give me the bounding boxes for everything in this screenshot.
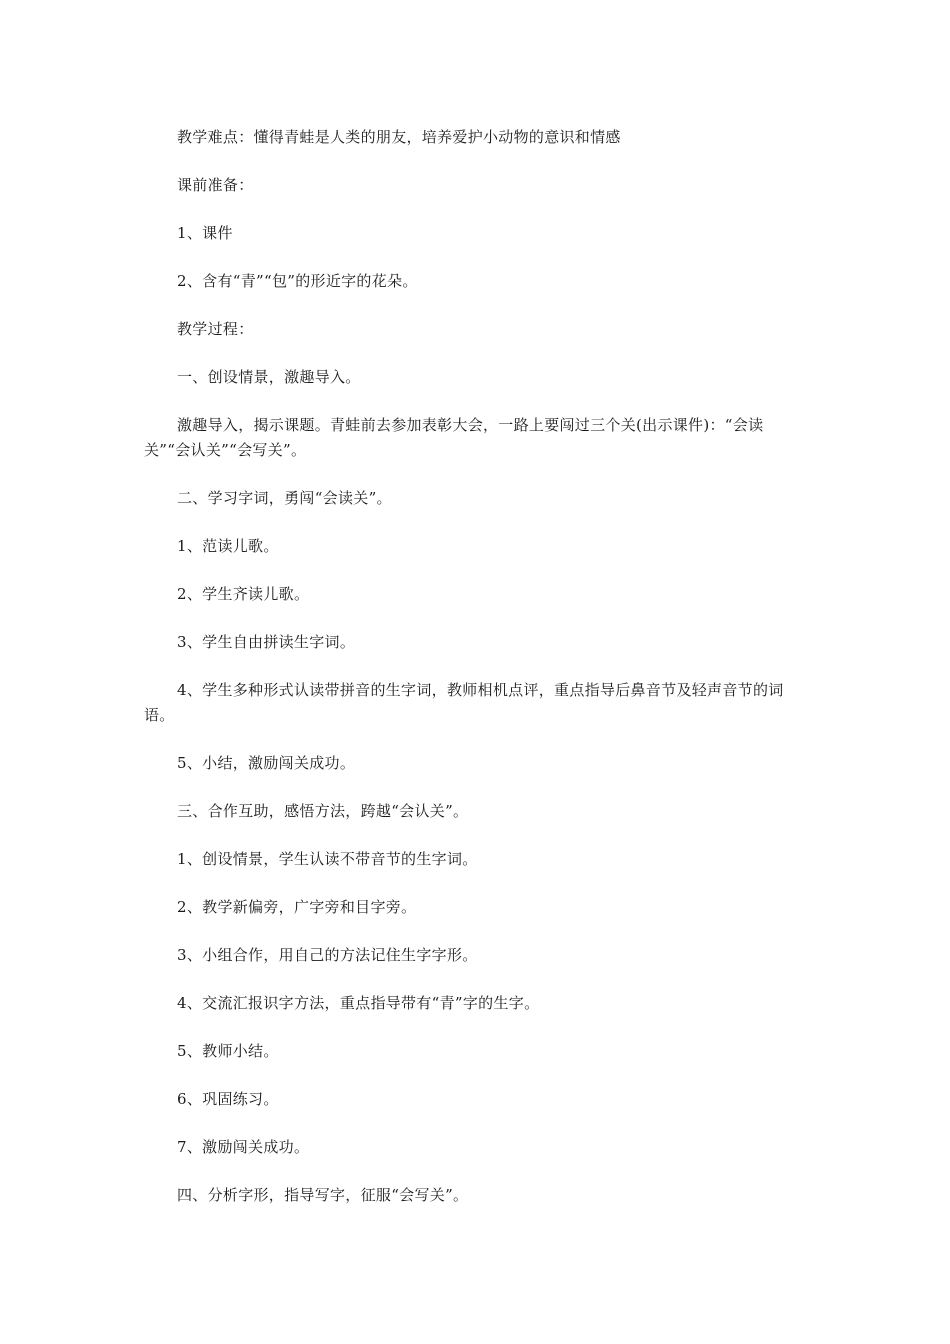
paragraph-section-2-item-4: 4、学生多种形式认读带拼音的生字词，教师相机点评，重点指导后鼻音节及轻声音节的词语。 [144,681,784,724]
paragraph-section-3-item-3: 3、小组合作，用自己的方法记住生字字形。 [177,946,478,964]
paragraph-section-3-item-2: 2、教学新偏旁，广字旁和目字旁。 [177,898,417,916]
paragraph-preparation-item-2: 2、含有“青”“包”的形近字的花朵。 [177,272,418,290]
paragraph-section-2-item-2: 2、学生齐读儿歌。 [177,585,310,603]
paragraph-section-2-item-5: 5、小结，激励闯关成功。 [177,754,356,772]
paragraph-section-3-item-5: 5、教师小结。 [177,1042,279,1060]
paragraph-section-3-item-1: 1、创设情景，学生认读不带音节的生字词。 [177,850,478,868]
paragraph-section-3-item-6: 6、巩固练习。 [177,1090,279,1108]
paragraph-section-4-heading: 四、分析字形，指导写字，征服“会写关”。 [177,1186,469,1204]
paragraph-process-heading: 教学过程： [177,320,254,338]
document-body [144,125,809,1231]
paragraph-section-3-item-7: 7、激励闯关成功。 [177,1138,310,1156]
paragraph-teaching-difficulty: 教学难点：懂得青蛙是人类的朋友，培养爱护小动物的意识和情感 [177,128,621,146]
paragraph-section-1-heading: 一、创设情景，激趣导入。 [177,368,361,386]
paragraph-section-1-body: 激趣导入，揭示课题。青蛙前去参加表彰大会，一路上要闯过三个关(出示课件)：“会读关”“会认关”“会写关”。 [144,416,764,459]
paragraph-preparation-heading: 课前准备： [177,176,254,194]
paragraph-section-2-heading: 二、学习字词，勇闯“会读关”。 [177,489,392,507]
paragraph-section-2-item-1: 1、范读儿歌。 [177,537,279,555]
paragraph-section-3-item-4: 4、交流汇报识字方法，重点指导带有“青”字的生字。 [177,994,540,1012]
paragraph-preparation-item-1: 1、课件 [177,224,233,242]
paragraph-section-3-heading: 三、合作互助，感悟方法，跨越“会认关”。 [177,802,469,820]
paragraph-section-2-item-3: 3、学生自由拼读生字词。 [177,633,356,651]
